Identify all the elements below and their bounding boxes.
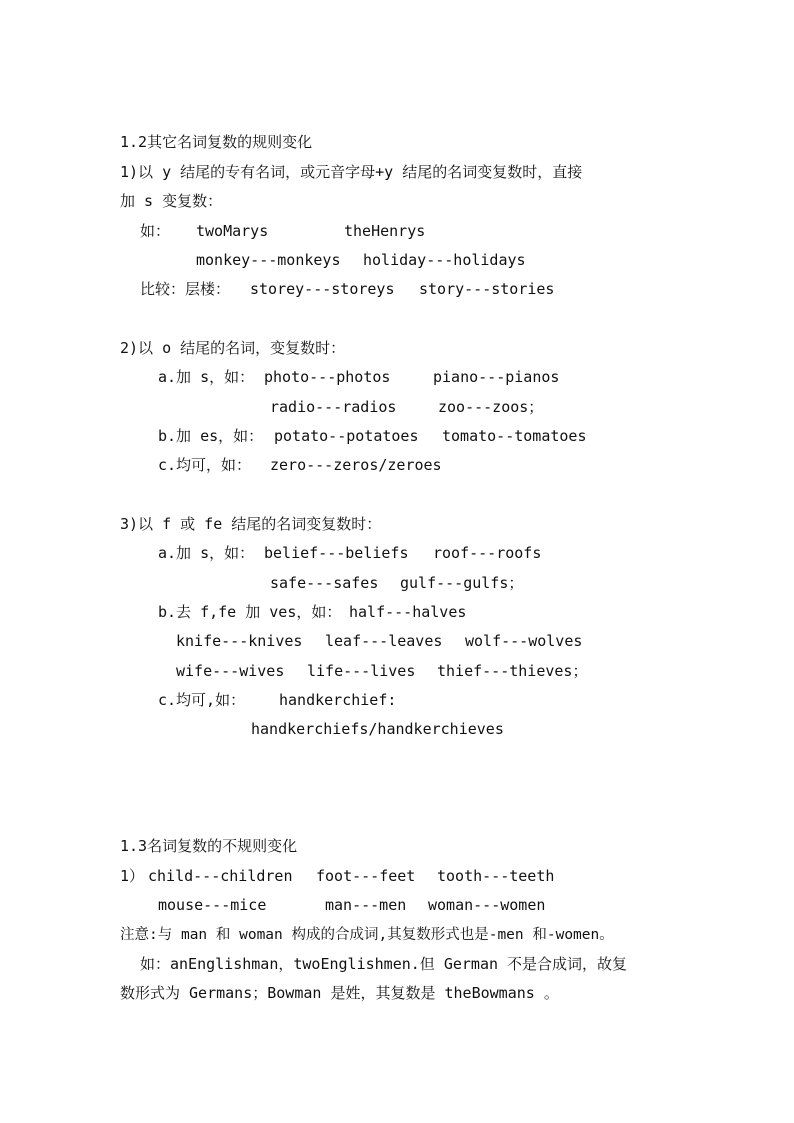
note-text: 注意:与 man 和 woman 构成的合成词,其复数形式也是-men 和-women。	[120, 927, 614, 943]
sub-rule-label: b.去 f,fe 加 ves，如：	[158, 603, 342, 621]
example-item: safe---safes	[270, 574, 379, 592]
example-item: twoMarys	[196, 222, 269, 240]
example-item: photo---photos	[264, 368, 391, 386]
example-item: wolf---wolves	[465, 632, 583, 650]
sub-rule-label: a.加 s，如：	[158, 544, 255, 562]
example-item: tooth---teeth	[437, 867, 555, 885]
sub-rule-label: c.均可,如：	[158, 691, 246, 709]
example-item: theHenrys	[344, 222, 426, 240]
example-item: handkerchiefs/handkerchieves	[251, 720, 504, 738]
example-label: 如：	[140, 222, 171, 240]
example-item: roof---roofs	[433, 544, 542, 562]
example-item: zero---zeros/zeroes	[270, 456, 442, 474]
note-text: 数形式为 Germans；Bowman 是姓，其复数是 theBowmans 。	[120, 984, 559, 1002]
example-item: child---children	[148, 867, 293, 885]
example-item: holiday---holidays	[363, 251, 526, 269]
section-heading: 1.3名词复数的不规则变化	[120, 837, 298, 855]
example-item: wife---wives	[176, 662, 285, 680]
example-item: knife---knives	[176, 632, 303, 650]
example-item: radio---radios	[270, 398, 397, 416]
example-item: handkerchief:	[279, 691, 397, 709]
rule-text: 1)以 y 结尾的专有名词，或元音字母+y 结尾的名词变复数时，直接	[120, 163, 583, 181]
example-item: thief---thieves；	[437, 662, 588, 680]
example-item: mouse---mice	[158, 896, 267, 914]
example-item: storey---storeys	[250, 280, 395, 298]
example-item: tomato--tomatoes	[442, 427, 587, 445]
example-item: half---halves	[349, 603, 467, 621]
sub-rule-label: a.加 s，如：	[158, 368, 255, 386]
sub-rule-label: c.均可，如：	[158, 456, 252, 474]
example-item: woman---women	[428, 896, 546, 914]
example-item: monkey---monkeys	[196, 251, 341, 269]
section-heading: 1.2其它名词复数的规则变化	[120, 133, 313, 151]
example-item: piano---pianos	[433, 368, 560, 386]
example-item: gulf---gulfs；	[400, 574, 524, 592]
sub-rule-label: b.加 es，如：	[158, 427, 264, 445]
rule-title: 2)以 o 结尾的名词，变复数时：	[120, 339, 346, 357]
example-item: story---stories	[419, 280, 555, 298]
example-item: foot---feet	[316, 867, 416, 885]
example-item: man---men	[325, 896, 407, 914]
example-item: potato--potatoes	[274, 427, 419, 445]
example-item: belief---beliefs	[264, 544, 409, 562]
example-item: life---lives	[307, 662, 416, 680]
rule-title: 3)以 f 或 fe 结尾的名词变复数时：	[120, 515, 382, 533]
compare-label: 比较：层楼：	[140, 280, 231, 298]
example-item: zoo---zoos；	[438, 398, 544, 416]
example-item: leaf---leaves	[325, 632, 443, 650]
note-text: 如：anEnglishman，twoEnglishmen.但 German 不是合成词，故复	[140, 955, 628, 973]
rule-text: 加 s 变复数：	[120, 192, 223, 210]
rule-prefix: 1）	[120, 867, 145, 885]
